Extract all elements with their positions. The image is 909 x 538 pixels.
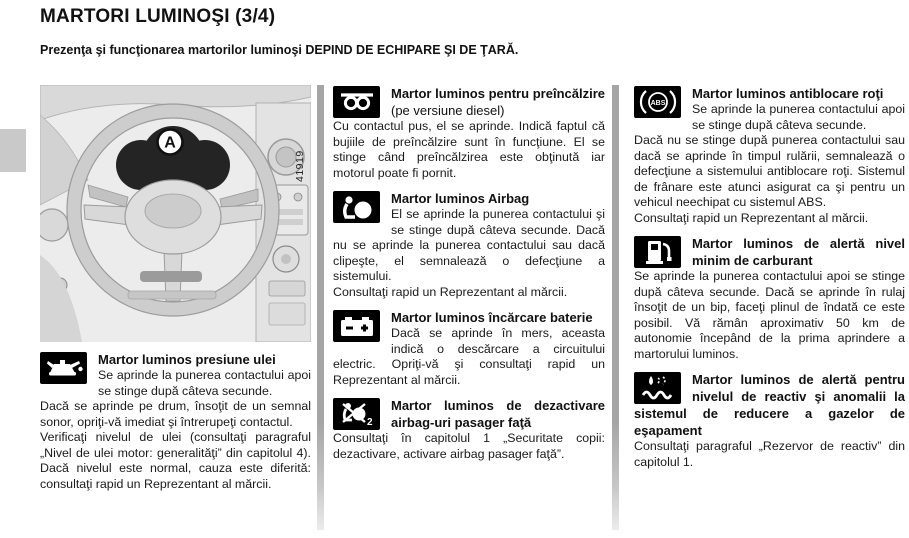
figure-ref-number: 41919 [294,150,306,182]
steering-wheel-figure [40,85,311,342]
svg-text:ABS: ABS [650,99,665,107]
section-abs [634,85,905,226]
section-paragraph: Consultaţi rapid un Reprezentant al mărcii. [333,284,568,299]
section-title: Martor luminos de dezactivare airbag-uri pasager faţă [391,398,605,430]
page-subtitle: Prezenţa şi funcţionarea martorilor luminoşi DEPIND DE ECHIPARE ŞI DE ŢARĂ. [40,43,519,57]
section-title: Martor luminos pentru preîncălzire (pe versiune diesel) [391,86,605,118]
section-paragraph: Cu contactul pus, el se aprinde. Indică faptul că bujiile de preîncălzire sunt în funcţiune. El se stinge când preîncălzirea este obţinută iar motorul poate fi pornit. [333,119,605,180]
exhaust-reagent-icon [634,372,681,404]
section-battery [333,309,605,388]
section-airbag [333,190,605,300]
column-separator [317,85,324,530]
chapter-edge-tab [0,129,26,172]
section-fuel [634,235,905,362]
column-separator [612,85,619,530]
section-title: Martor luminos încărcare baterie [391,310,593,325]
svg-text:A: A [164,134,176,152]
section-paragraph: Dacă nu se stinge după punerea contactului sau dacă se aprinde în timpul rulării, semnalează o defecţiune a sistemului antiblocare roţi. Sistemul de frânare este atunci asigurat ca şi pentru un vehicul neechipat cu sistemul ABS. [634,133,905,209]
svg-text:2: 2 [366,417,373,427]
figure-label-A [158,130,183,155]
section-title: Martor luminos de alertă pentru nivelul de reactiv şi anomalii la sistemul de reducere a gazelor de eşapament [634,372,905,438]
section-paragraph: Se aprinde la punerea contactului apoi se stinge după câteva secunde. [692,102,905,132]
section-exhaust-reagent [634,371,905,470]
section-paragraph: Consultaţi rapid un Reprezentant al mărcii. [634,210,869,225]
section-title: Martor luminos de alertă nivel minim de carburant [692,236,905,268]
column-right [634,85,905,479]
abs-warning-icon [634,86,681,118]
section-paragraph: El se aprinde la punerea contactului şi se stinge după câteva secunde. Dacă nu se aprinde la punerea contactului sau dacă clipeşte, el semnalează o defecţiune a sistemului. [333,207,605,283]
section-title: Martor luminos presiune ulei [98,352,276,367]
section-paragraph: Dacă se aprinde în mers, aceasta indică o descărcare a circuitului electric. Opriţi-vă şi consultaţi rapid un Reprezentant al mărcii. [333,326,605,387]
airbag-deactivation-icon [333,398,380,430]
section-title: Martor luminos antiblocare roţi [692,86,884,101]
section-paragraph: Verificaţi nivelul de ulei (consultaţi paragraful „Nivel de ulei motor: generalităţi” din capitolul 4). Dacă nivelul este normal, cauza este diferită: consultaţi rapid un Reprezentant al mărcii. [40,430,311,491]
airbag-warning-icon [333,191,380,223]
column-middle [333,85,605,471]
section-paragraph: Consultaţi în capitolul 1 „Securitate copii: dezactivare, activare airbag pasager faţă”. [333,431,605,461]
oil-pressure-warning-icon [40,352,87,384]
section-paragraph: Dacă se aprinde pe drum, însoţit de un semnal sonor, opriţi-vă imediat şi întrerupeţi contactul. [40,399,311,429]
column-left [40,85,311,501]
dashboard-illustration [40,85,311,342]
section-oil-pressure [40,351,311,492]
section-title: Martor luminos Airbag [391,191,530,206]
section-paragraph: Consultaţi paragraful „Rezervor de reactiv” din capitolul 1. [634,439,905,469]
low-fuel-icon [634,236,681,268]
glow-plug-icon [333,86,380,118]
section-airbag-deactivation [333,397,605,462]
section-preheat [333,85,605,181]
section-paragraph: Se aprinde la punerea contactului apoi se stinge după câteva secunde. [98,368,311,398]
page-title: MARTORI LUMINOŞI (3/4) [40,6,276,27]
section-paragraph: Se aprinde la punerea contactului apoi se stinge după câteva secunde. Dacă se aprinde în rulaj însoţit de un bip, faceţi plinul de îndată ce este posibil. Vă rămân aproximativ 50 km de autonomie începând de la prima aprindere a martorului luminos. [634,269,905,361]
battery-charge-icon [333,310,380,342]
